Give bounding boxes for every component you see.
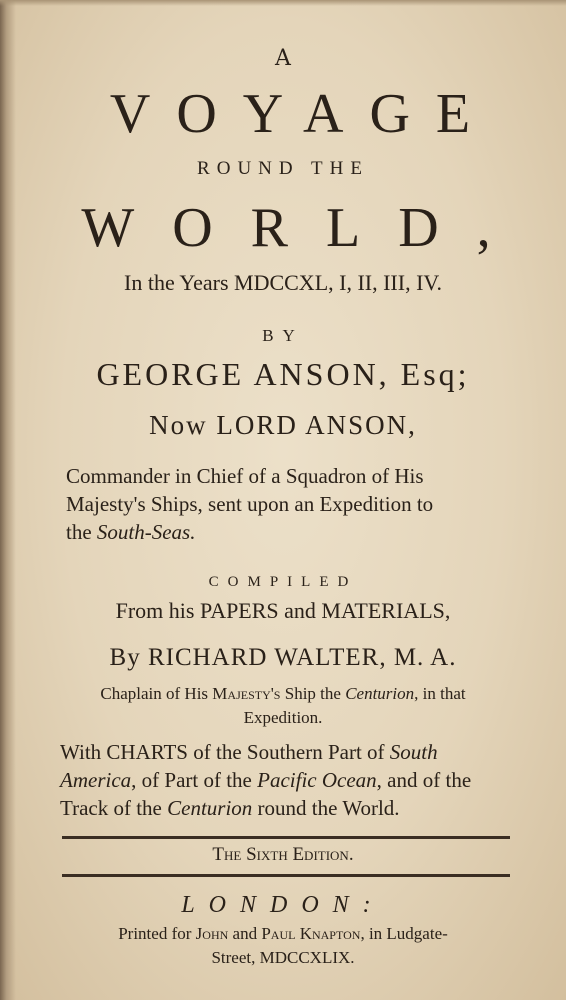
by-line: BY bbox=[262, 326, 304, 345]
commander-line-1: Commander in Chief of a Squadron of His bbox=[66, 464, 424, 488]
commander-description bbox=[66, 462, 536, 546]
imprint-place: LONDON: bbox=[181, 892, 385, 918]
edition-rule-bottom bbox=[62, 874, 510, 877]
commander-line-2: Majesty's Ships, sent upon an Expedition to bbox=[66, 492, 434, 516]
imprint-printer bbox=[0, 922, 566, 970]
charts-line-3: Track of the Centurion round the World. bbox=[60, 796, 400, 820]
printer-line-2: Street, MDCCXLIX. bbox=[211, 948, 355, 967]
compiled-label: COMPILED bbox=[208, 574, 358, 590]
author-title: Now LORD ANSON, bbox=[149, 410, 417, 440]
years-line: In the Years MDCCXL, I, II, III, IV. bbox=[124, 270, 442, 295]
charts-description bbox=[60, 738, 530, 822]
charts-line-2: America, of Part of the Pacific Ocean, and of the bbox=[60, 768, 472, 792]
author-name: GEORGE ANSON, Esq; bbox=[96, 356, 470, 392]
chaplain-line-1: Chaplain of His Majesty's Ship the Centurion, in that bbox=[100, 684, 466, 703]
page-top-shadow bbox=[0, 0, 566, 6]
chaplain-line-2: Expedition. bbox=[243, 708, 323, 727]
title-voyage: VOYAGE bbox=[109, 83, 497, 145]
edition-rule-top bbox=[62, 836, 510, 839]
title-world: WORLD, bbox=[81, 197, 529, 259]
title-round-the: ROUND THE bbox=[197, 158, 369, 179]
printer-line-1: Printed for John and Paul Knapton, in Ludgate- bbox=[118, 924, 448, 943]
title-article: A bbox=[275, 46, 291, 71]
chaplain-description bbox=[0, 682, 566, 730]
charts-line-1: With CHARTS of the Southern Part of South bbox=[60, 740, 438, 764]
edition-line: The Sixth Edition. bbox=[212, 844, 354, 865]
papers-line: From his PAPERS and MATERIALS, bbox=[115, 598, 451, 623]
commander-line-3: the South-Seas. bbox=[66, 520, 196, 544]
compiler-name: By RICHARD WALTER, M. A. bbox=[109, 644, 457, 671]
